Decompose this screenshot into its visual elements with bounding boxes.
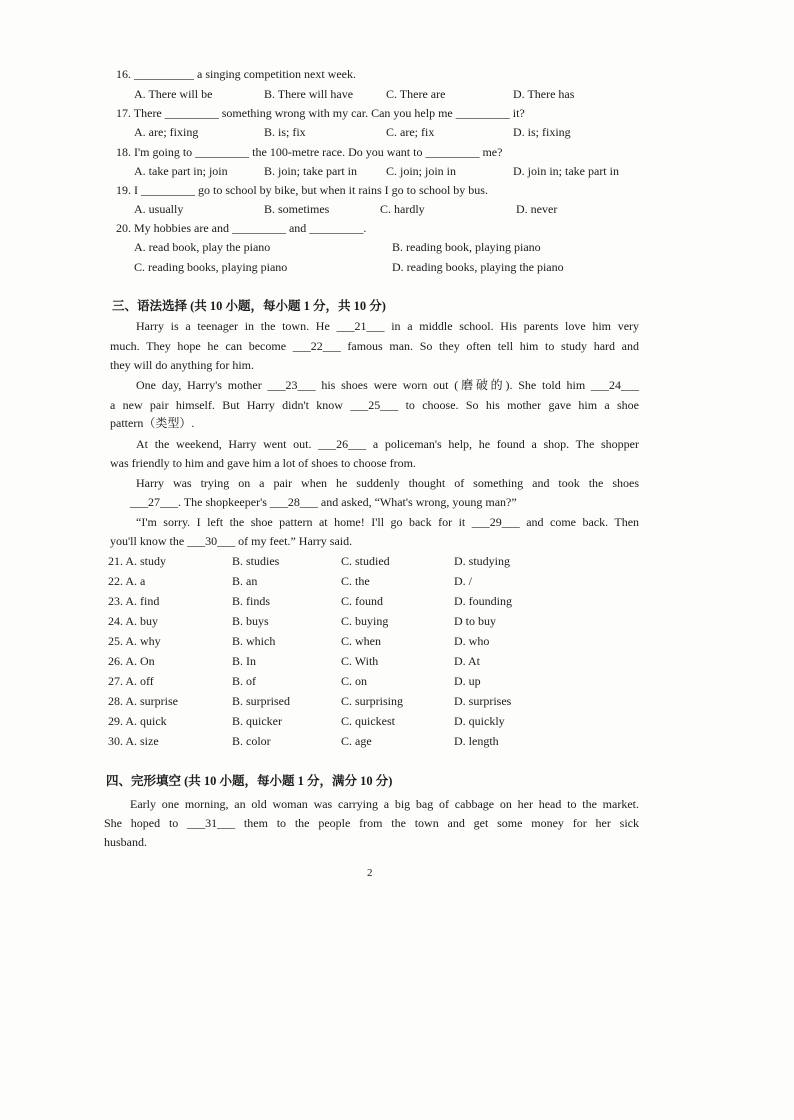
answer-blank: _________ — [455, 106, 510, 120]
passage-line: was friendly to him and gave him a lot of shoes to choose from. — [110, 456, 416, 470]
passage-line: Harry is a teenager in the town. He ___21___ in a middle school. His parents love him very — [136, 319, 640, 333]
option-d: D. is; fixing — [513, 125, 571, 139]
option-c: C. are; fix — [386, 125, 435, 139]
option-c: C. quickest — [341, 714, 395, 728]
option-d: D. who — [454, 634, 490, 648]
answer-blank: ___29___ — [471, 515, 520, 529]
option-a: A. read book, play the piano — [134, 240, 271, 254]
answer-blank: _________ — [141, 183, 195, 197]
answer-blank: _________ — [309, 221, 364, 235]
passage-line: She hoped to ___31___ them to the people from the town and get some money for her sick — [104, 816, 639, 830]
option-b: B. finds — [232, 594, 271, 608]
option-b: B. studies — [232, 554, 280, 568]
option-b: B. join; take part in — [264, 164, 357, 178]
option-b: B. There will have — [264, 87, 354, 101]
option-a: 22. A. a — [108, 574, 146, 588]
passage-line: One day, Harry's mother ___23___ his shoes were worn out (磨破的). She told him ___24___ — [136, 378, 639, 392]
option-a: 23. A. find — [108, 594, 160, 608]
option-d: D to buy — [454, 614, 496, 628]
answer-blank: ___21___ — [336, 319, 385, 333]
option-c: C. on — [341, 674, 368, 688]
answer-blank: ___27___ — [130, 495, 178, 509]
question-17: 17. There _________ something wrong with my car. Can you help me _________ it? — [116, 106, 525, 120]
passage-line: Harry was trying on a pair when he suddenly thought of something and took the shoes — [136, 476, 639, 490]
passage-line: At the weekend, Harry went out. ___26___ a policeman's help, he found a shop. The shopper — [136, 437, 639, 451]
passage-line: pattern（类型）. — [110, 416, 195, 430]
option-c: C. when — [341, 634, 381, 648]
option-d: D. There has — [513, 87, 575, 101]
option-c: C. hardly — [380, 202, 425, 216]
option-c: C. reading books, playing piano — [134, 260, 288, 274]
option-a: 24. A. buy — [108, 614, 159, 628]
passage-line: “I'm sorry. I left the shoe pattern at home! I'll go back for it ___29___ and come back. Then — [136, 515, 640, 529]
option-d: D. reading books, playing the piano — [392, 260, 564, 274]
answer-blank: _________ — [425, 145, 480, 159]
passage-line: Early one morning, an old woman was carrying a big bag of cabbage on her head to the market. — [130, 797, 639, 811]
option-c: C. the — [341, 574, 370, 588]
option-a: 25. A. why — [108, 634, 161, 648]
passage-line: you'll know the ___30___ of my feet.” Harry said. — [110, 534, 353, 548]
option-d: D. / — [454, 574, 472, 588]
option-b: B. of — [232, 674, 256, 688]
passage-line: much. They hope he can become ___22___ famous man. So they often tell him to study hard and — [110, 339, 640, 353]
option-a: 30. A. size — [108, 734, 159, 748]
question-18: 18. I'm going to _________ the 100-metre race. Do you want to _________ me? — [116, 145, 503, 159]
option-c: C. surprising — [341, 694, 404, 708]
question-text: a singing competition next week. — [197, 67, 356, 81]
option-d: D. studying — [454, 554, 511, 568]
answer-blank: _________ — [231, 221, 286, 235]
answer-blank: ___24___ — [591, 378, 639, 392]
option-b: B. quicker — [232, 714, 282, 728]
option-d: D. length — [454, 734, 499, 748]
question-20: 20. My hobbies are and _________ and _________. — [116, 221, 367, 235]
answer-blank: __________ — [134, 67, 194, 81]
option-b: B. buys — [232, 614, 269, 628]
option-a: 28. A. surprise — [108, 694, 178, 708]
question-number: 16. — [116, 67, 131, 81]
option-b: B. which — [232, 634, 276, 648]
answer-blank: ___30___ — [187, 534, 236, 548]
answer-blank: ___22___ — [292, 339, 341, 353]
section-4-heading: 四、完形填空 (共 10 小题，每小题 1 分，满分 10 分) — [106, 774, 393, 788]
option-d: D. up — [454, 674, 481, 688]
option-c: C. There are — [386, 87, 446, 101]
option-d: D. never — [516, 202, 558, 216]
option-b: B. In — [232, 654, 256, 668]
option-c: C. buying — [341, 614, 389, 628]
option-d: D. join in; take part in — [513, 164, 619, 178]
page-number: 2 — [367, 867, 373, 879]
option-a: A. take part in; join — [134, 164, 228, 178]
option-a: A. usually — [134, 202, 184, 216]
option-c: C. studied — [341, 554, 390, 568]
option-d: D. quickly — [454, 714, 505, 728]
option-b: B. sometimes — [264, 202, 330, 216]
option-d: D. At — [454, 654, 481, 668]
answer-blank: ___28___ — [269, 495, 318, 509]
passage-line: they will do anything for him. — [110, 358, 254, 372]
option-c: C. With — [341, 654, 379, 668]
answer-blank: _________ — [164, 106, 219, 120]
option-d: D. founding — [454, 594, 512, 608]
passage-line: husband. — [104, 835, 147, 849]
answer-blank: ___23___ — [267, 378, 316, 392]
option-a: 26. A. On — [108, 654, 155, 668]
option-b: B. surprised — [232, 694, 290, 708]
option-a: 21. A. study — [108, 554, 167, 568]
option-c: C. age — [341, 734, 372, 748]
option-c: C. join; join in — [386, 164, 457, 178]
option-a: A. are; fixing — [134, 125, 199, 139]
passage-line: a new pair himself. But Harry didn't know ___25___ to choose. So his mother gave him a shoe — [110, 398, 640, 412]
answer-blank: ___25___ — [350, 398, 399, 412]
option-a: 29. A. quick — [108, 714, 167, 728]
question-16 — [116, 66, 356, 82]
option-b: B. an — [232, 574, 258, 588]
option-b: B. color — [232, 734, 271, 748]
passage-line: ___27___. The shopkeeper's ___28___ and asked, “What's wrong, young man?” — [130, 495, 517, 509]
option-b: B. is; fix — [264, 125, 306, 139]
option-b: B. reading book, playing piano — [392, 240, 541, 254]
section-3-heading: 三、语法选择 (共 10 小题，每小题 1 分，共 10 分) — [112, 299, 386, 313]
option-d: D. surprises — [454, 694, 512, 708]
question-19: 19. I _________ go to school by bike, but when it rains I go to school by bus. — [116, 183, 488, 197]
option-a: 27. A. off — [108, 674, 154, 688]
answer-blank: ___31___ — [187, 816, 236, 830]
option-a: A. There will be — [134, 87, 213, 101]
answer-blank: _________ — [195, 145, 250, 159]
option-c: C. found — [341, 594, 383, 608]
answer-blank: ___26___ — [318, 437, 367, 451]
